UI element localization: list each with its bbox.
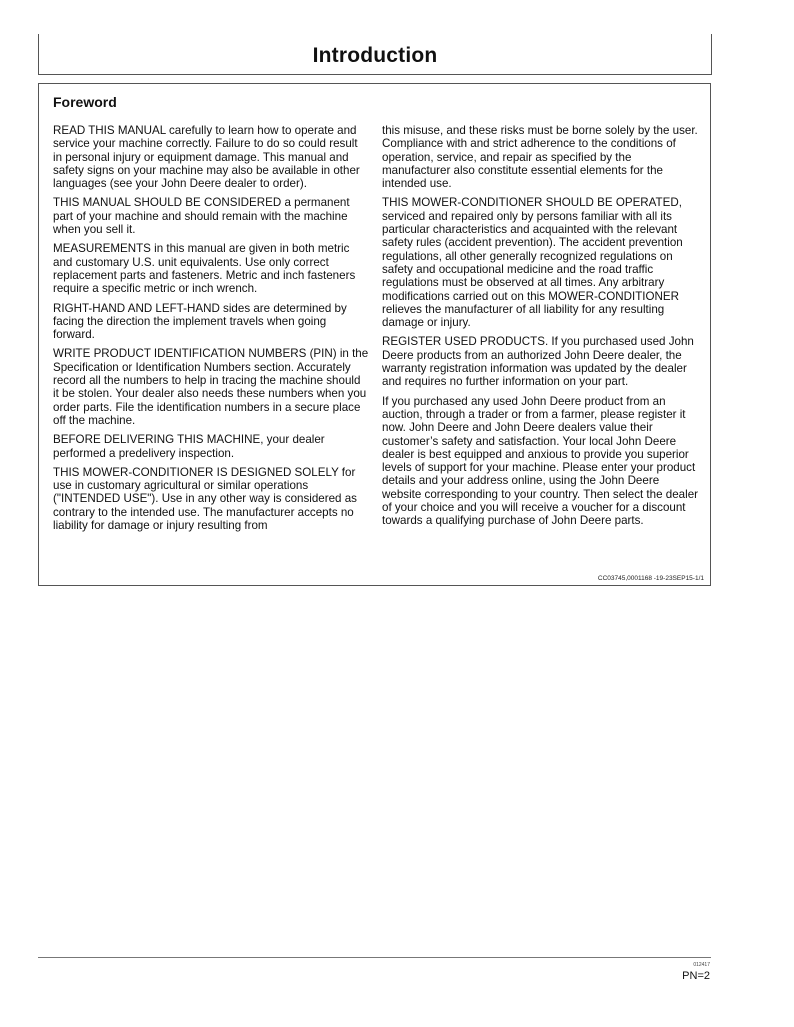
foreword-box (38, 83, 711, 586)
paragraph: THIS MANUAL SHOULD BE CONSIDERED a permanent part of your machine and should remain with the machine when you sell it. (53, 196, 350, 237)
page-title: Introduction (312, 44, 438, 67)
footer-code: 012417 (693, 962, 710, 968)
paragraph: REGISTER USED PRODUCTS. If you purchased used John Deere products from an authorized John Deere dealer, the warranty registration information was updated by the dealer and requires no further information on your part. (382, 335, 694, 389)
paragraph: THIS MOWER-CONDITIONER SHOULD BE OPERATED, serviced and repaired only by persons familiar with all its particular characteristics and acquainted with the relevant safety rules (accident prevention). The accident prevention regulations, all other generally recognized regulations on safety and occupational medicine and the road traffic regulations must be observed at all times. Any arbitrary modifications carried out on this MOWER-CONDITIONER relieves the manufacturer of all liability for any resulting damage or injury. (382, 196, 683, 330)
right-column (382, 124, 700, 534)
page-number: PN=2 (682, 970, 710, 982)
paragraph: WRITE PRODUCT IDENTIFICATION NUMBERS (PIN) in the Specification or Identification Numbers section. Accurately record all the numbers to help in tracing the machine should it be stolen. Your dealer also needs these numbers when you order parts. File the identification numbers in a secure place off the machine. (53, 347, 369, 427)
paragraph: READ THIS MANUAL carefully to learn how to operate and service your machine correctly. Failure to do so could result in personal injury or equipment damage. This manual and safety signs on your machine may also be available in other languages (see your John Deere dealer to order). (53, 124, 360, 191)
paragraph: If you purchased any used John Deere product from an auction, through a trader or from a farmer, please register it now. John Deere and John Deere dealers value their customer’s safety and satisfaction. Your local John Deere dealer is best equipped and anxious to provide you superior levels of support for your machine. Please enter your product details and your address online, using the John Deere website corresponding to your country. Then select the dealer of your choice and you will receive a voucher for a discount towards a qualifying purchase of John Deere parts. (382, 394, 699, 528)
paragraph: MEASUREMENTS in this manual are given in both metric and customary U.S. unit equivalents. Use only correct replacement parts and fasteners. Metric and inch fasteners require a specific metric or inch wrench. (53, 242, 356, 296)
title-bar (38, 34, 712, 75)
paragraph: THIS MOWER-CONDITIONER IS DESIGNED SOLELY for use in customary agricultural or similar operations ("INTENDED USE"). Use in any other way is considered as contrary to the intended use. The manufacturer accepts no liability for damage or injury resulting from (53, 465, 357, 533)
section-heading: Foreword (53, 94, 117, 110)
paragraph: BEFORE DELIVERING THIS MACHINE, your dealer performed a predelivery inspection. (53, 433, 325, 460)
left-column (53, 124, 369, 538)
paragraph: this misuse, and these risks must be borne solely by the user. Compliance with and strict adherence to the conditions of operation, service, and repair as specified by the manufacturer also constitute essential elements for the intended use. (382, 124, 698, 191)
footer-divider (38, 957, 711, 958)
paragraph: RIGHT-HAND AND LEFT-HAND sides are determined by facing the direction the implement travels when going forward. (53, 301, 347, 342)
reference-code: CC03745,0001168 -19-23SEP15-1/1 (597, 575, 704, 582)
